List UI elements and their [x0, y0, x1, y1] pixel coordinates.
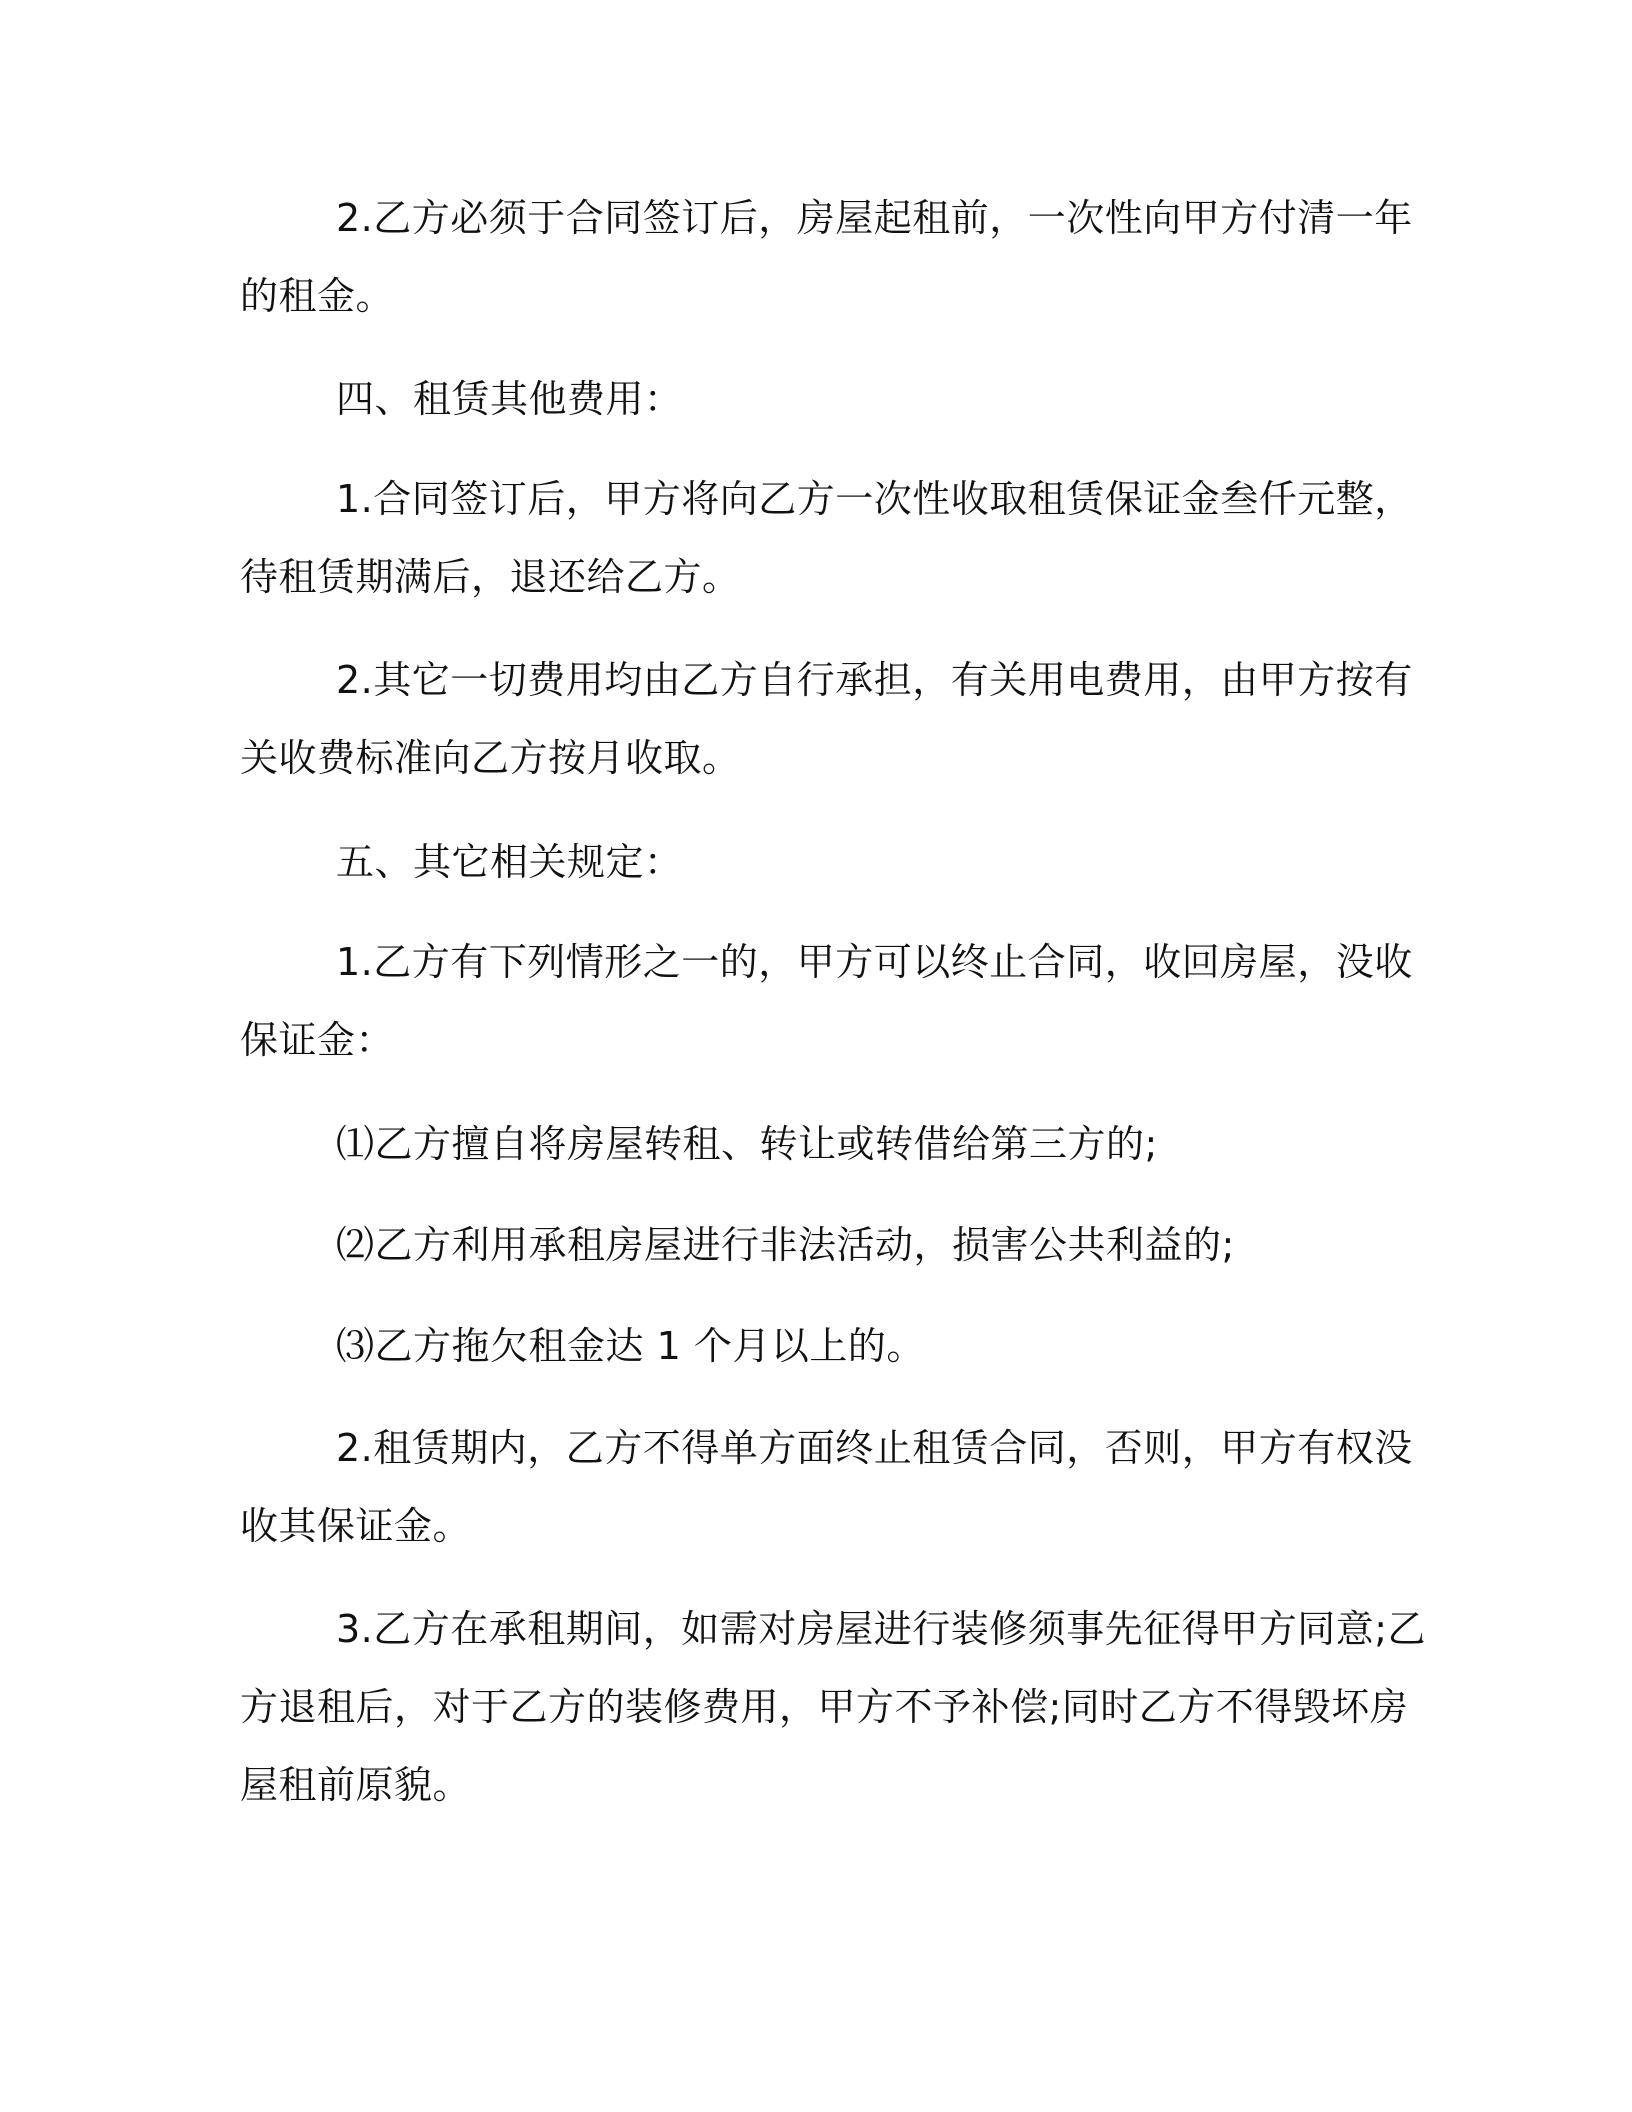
clause-5-1-line-2: 保证金：: [240, 1018, 395, 1062]
clause-5-2-line-2: 收其保证金。: [240, 1504, 472, 1548]
clause-3-2-line-2: 的租金。: [240, 274, 395, 318]
clause-5-3-line-2: 方退租后，对于乙方的装修费用，甲方不予补偿;同时乙方不得毁坏房: [240, 1685, 1409, 1729]
clause-3-2-line-1: 2.乙方必须于合同签订后，房屋起租前，一次性向甲方付清一年: [336, 196, 1413, 240]
clause-4-1-line-1: 1.合同签订后，甲方将向乙方一次性收取租赁保证金叁仟元整，: [336, 477, 1413, 521]
clause-4-2-line-2: 关收费标准向乙方按月收取。: [240, 736, 741, 780]
section-4-heading: 四、租赁其他费用：: [336, 377, 683, 421]
sub-clause-1: ⑴乙方擅自将房屋转租、转让或转借给第三方的;: [336, 1122, 1158, 1166]
section-5-heading: 五、其它相关规定：: [336, 840, 683, 884]
clause-5-1-line-1: 1.乙方有下列情形之一的，甲方可以终止合同，收回房屋，没收: [336, 940, 1413, 984]
clause-5-3-line-1: 3.乙方在承租期间，如需对房屋进行装修须事先征得甲方同意;乙: [336, 1607, 1427, 1651]
clause-4-2-line-1: 2.其它一切费用均由乙方自行承担，有关用电费用，由甲方按有: [336, 658, 1413, 702]
clause-5-2-line-1: 2.租赁期内，乙方不得单方面终止租赁合同，否则，甲方有权没: [336, 1426, 1413, 1470]
clause-4-1-line-2: 待租赁期满后，退还给乙方。: [240, 555, 741, 599]
clause-5-3-line-3: 屋租前原貌。: [240, 1763, 472, 1807]
sub-clause-3: ⑶乙方拖欠租金达 1 个月以上的。: [336, 1324, 925, 1368]
sub-clause-2: ⑵乙方利用承租房屋进行非法活动，损害公共利益的;: [336, 1223, 1235, 1267]
